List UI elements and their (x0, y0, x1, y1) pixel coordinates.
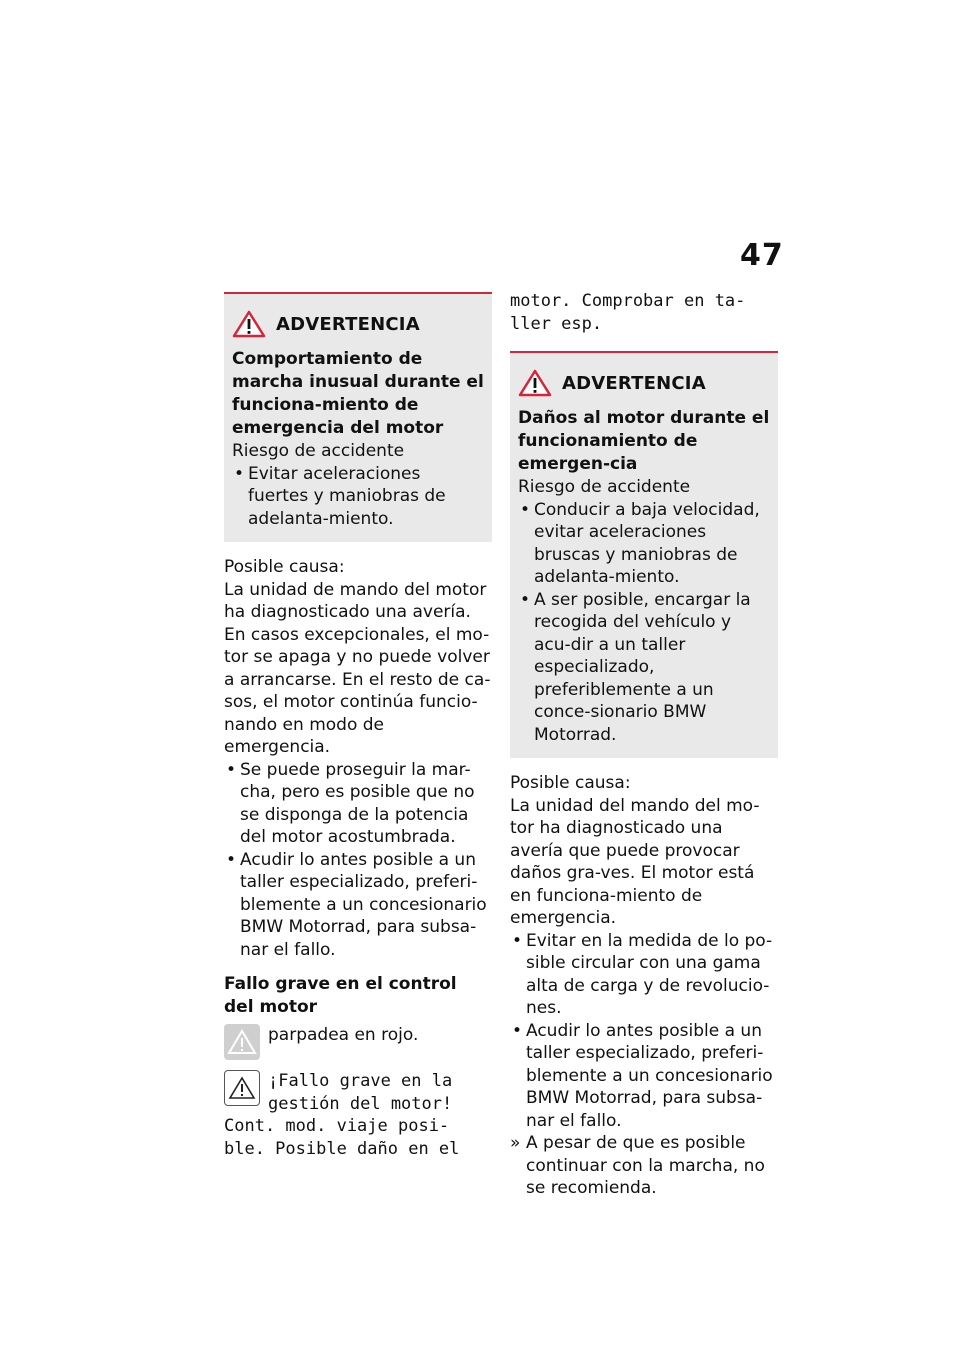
symbol-description: parpadea en rojo. (268, 1025, 419, 1045)
left-column (224, 292, 492, 1160)
warning-box (510, 351, 778, 758)
warning-bullet: • A ser posible, encargar la recogida del vehículo y acu-dir a un taller especializado, preferiblemente a un conce-sionario BMW Motorrad. (518, 589, 770, 747)
list-item: • Acudir lo antes posible a un taller especializado, preferi-blemente a un concesionario BMW Motorrad, para subsa-nar el fallo. (224, 849, 492, 962)
list-item-arrow: » A pesar de que es posible continuar con la marcha, no se recomienda. (510, 1132, 778, 1200)
display-text-line: gestión del motor! (268, 1093, 453, 1114)
warning-triangle-icon (232, 310, 266, 338)
warning-bullet: • Evitar aceleraciones fuertes y maniobras de adelanta-miento. (232, 463, 484, 531)
warning-title: ADVERTENCIA (562, 372, 706, 394)
warning-box (224, 292, 492, 542)
list-item: • Se puede proseguir la mar-cha, pero es posible que no se disponga de la potencia del motor acostumbrada. (224, 759, 492, 849)
warning-risk: Riesgo de accidente (518, 477, 691, 497)
display-text-continued: motor. Comprobar en ta-ller esp. (510, 291, 746, 334)
warning-symbol-outline-icon (224, 1070, 260, 1106)
section-heading: Fallo grave en el control del motor (224, 974, 457, 1017)
warning-triangle-icon (518, 369, 552, 397)
right-column (510, 292, 778, 1200)
page-number: 47 (740, 238, 784, 273)
warning-bullet: • Conducir a baja velocidad, evitar aceleraciones bruscas y maniobras de adelanta-miento. (518, 499, 770, 589)
cause-text: La unidad del mando del mo-tor ha diagnosticado una avería que puede provocar daños gra-ves. El motor está en funciona-miento de emergencia. (510, 795, 760, 928)
warning-subtitle: Comportamiento de marcha inusual durante el funciona-miento de emergencia del motor (232, 349, 484, 438)
warning-subtitle: Daños al motor durante el funcionamiento de emergen-cia (518, 408, 770, 474)
list-item: • Acudir lo antes posible a un taller especializado, preferi-blemente a un concesionario BMW Motorrad, para subsa-nar el fallo. (510, 1020, 778, 1133)
warning-symbol-grey-icon (224, 1024, 260, 1060)
cause-label: Posible causa: (510, 773, 631, 793)
display-text-line: Cont. mod. viaje posi- (224, 1116, 450, 1136)
warning-title: ADVERTENCIA (276, 313, 420, 335)
cause-label: Posible causa: (224, 557, 345, 577)
display-text-line: ¡Fallo grave en la (268, 1071, 453, 1091)
cause-text: La unidad de mando del motor ha diagnosticado una avería. En casos excepcionales, el mo-tor se apaga y no puede volver a arrancarse. En el resto de ca-sos, el motor continúa funcio-nando en modo de emergencia. (224, 579, 491, 757)
warning-risk: Riesgo de accidente (232, 441, 405, 461)
display-text-line: ble. Posible daño en el (224, 1138, 460, 1159)
list-item: • Evitar en la medida de lo po-sible circular con una gama alta de carga y de revolucio-nes. (510, 930, 778, 1020)
